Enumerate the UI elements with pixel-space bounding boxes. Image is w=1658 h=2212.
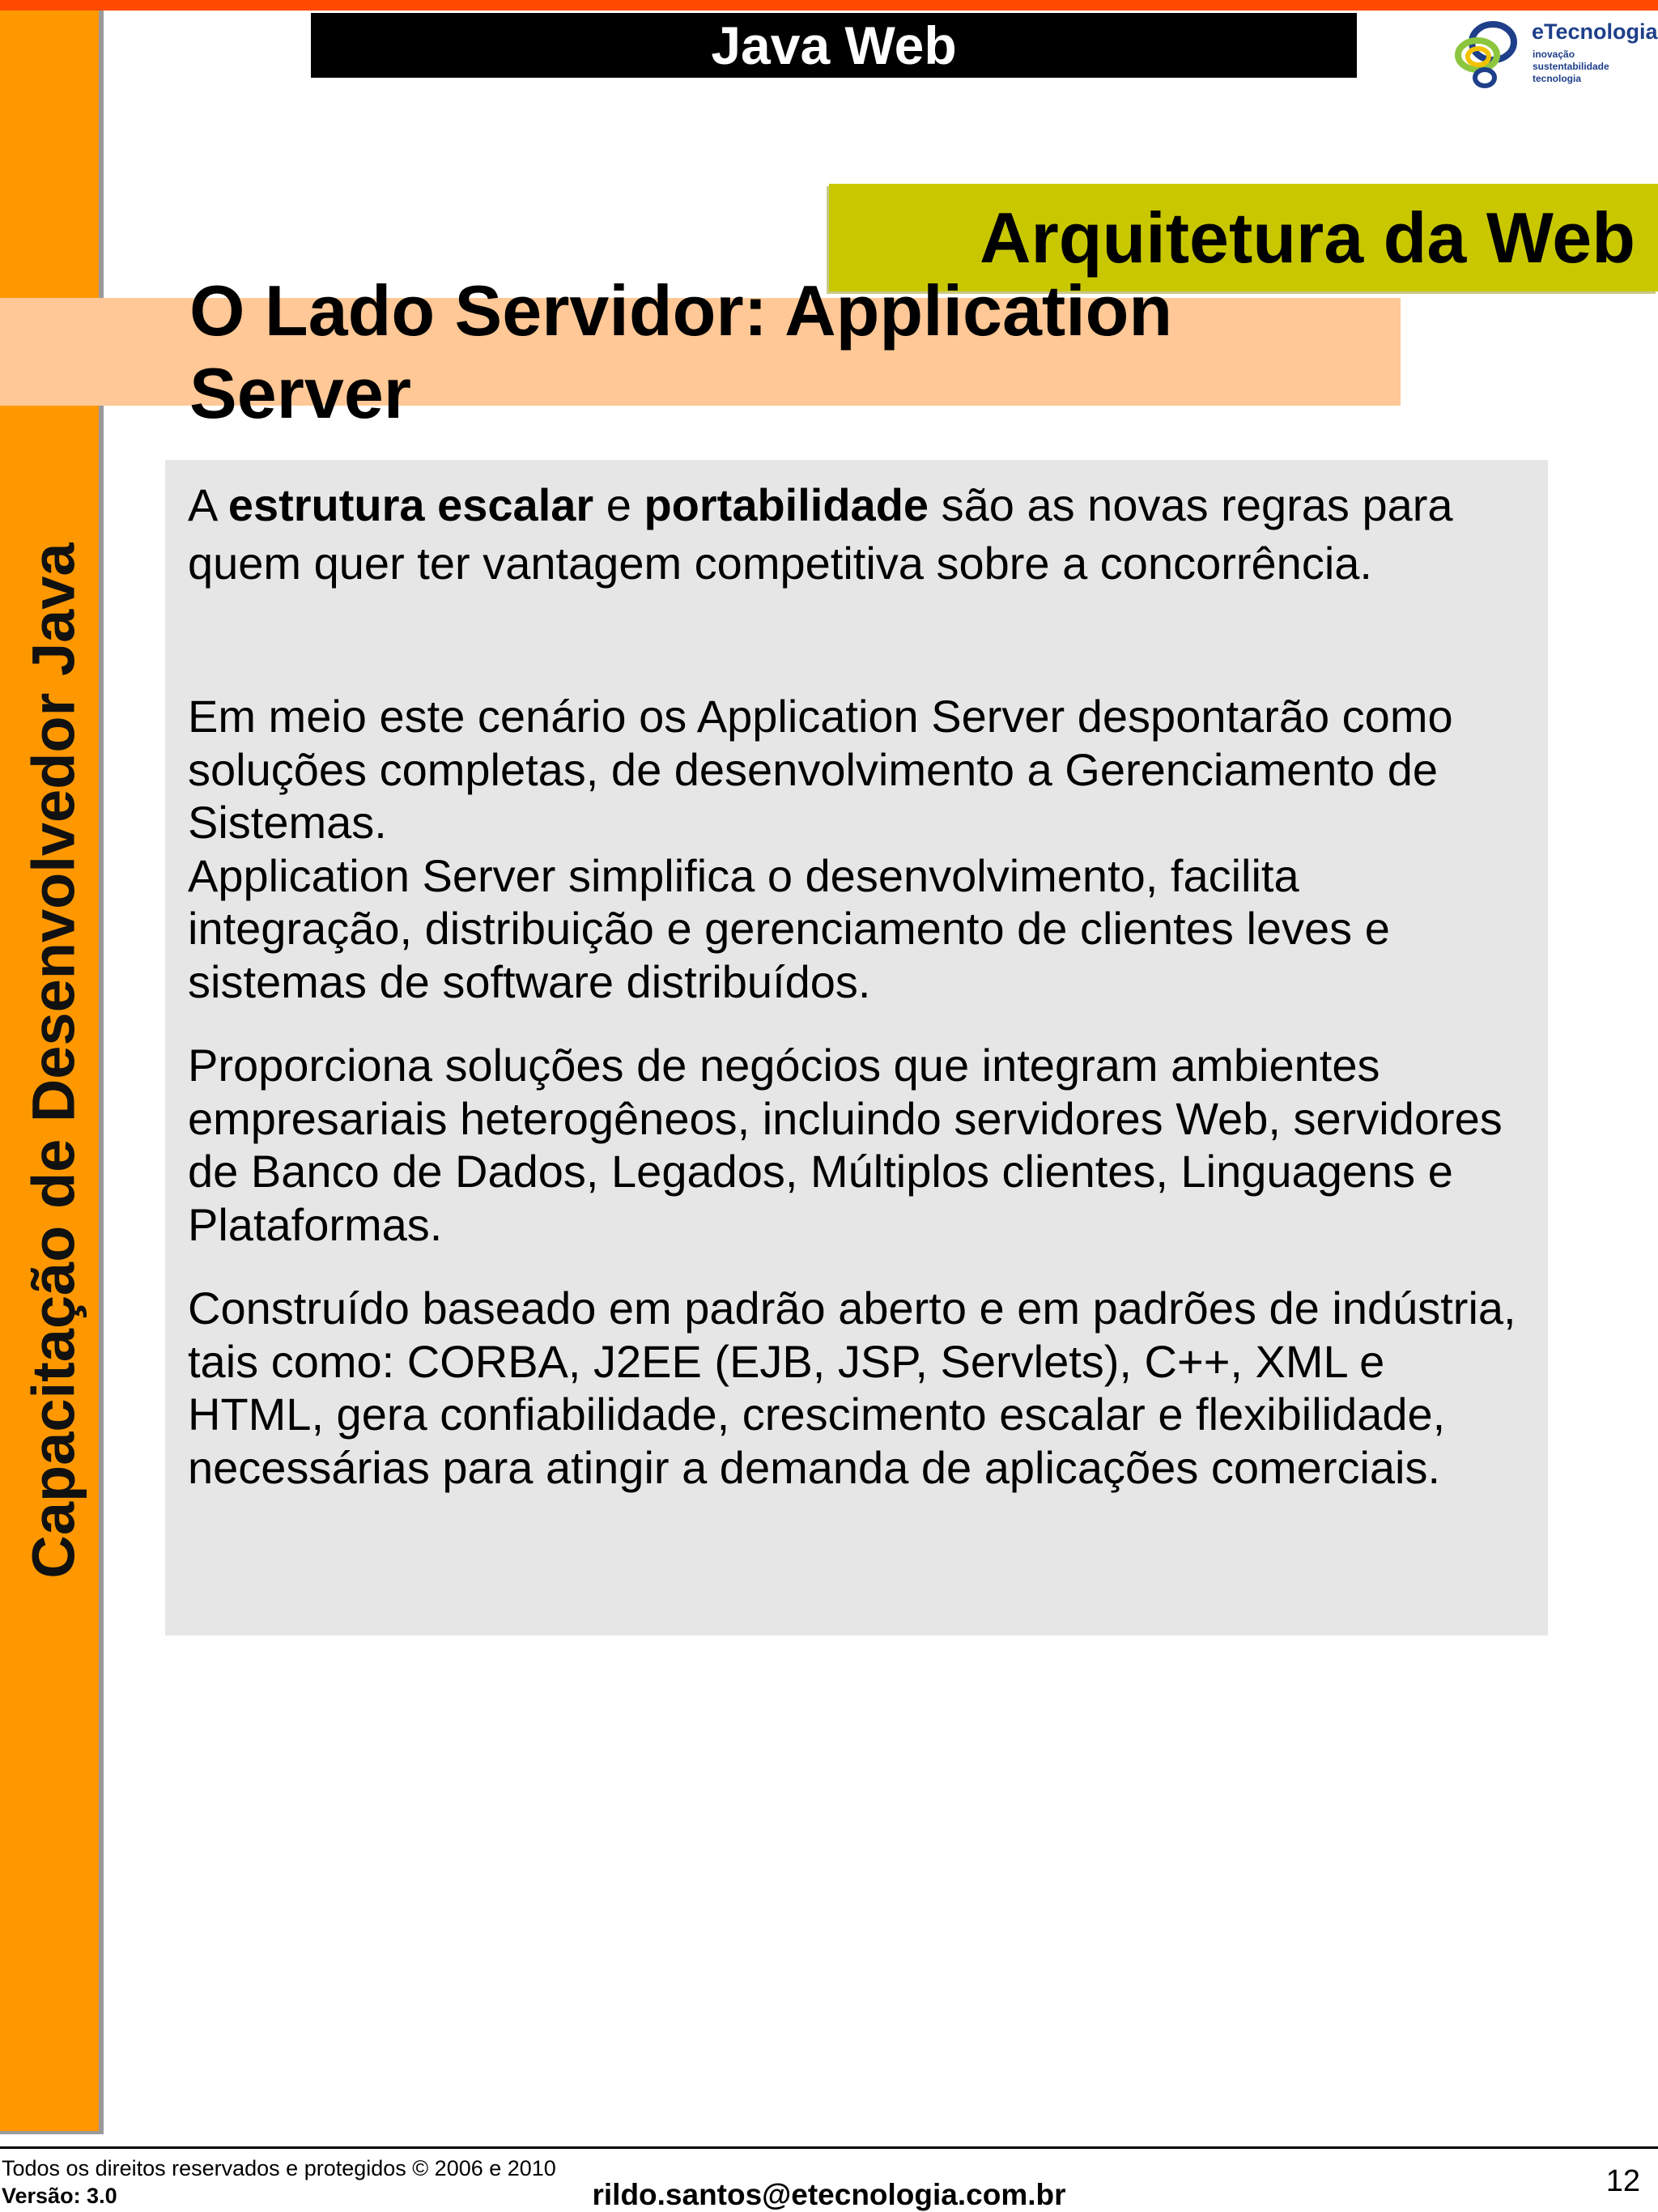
emphasis-estrutura: estrutura escalar: [227, 479, 594, 530]
section-title-text: Arquitetura da Web: [979, 197, 1635, 278]
footer-copyright: Todos os direitos reservados e protegidos © 2006 e 2010: [2, 2156, 556, 2180]
content-box: [165, 460, 1548, 1636]
etecnologia-logo: [1451, 15, 1658, 96]
footer-version: Versão: 3.0: [2, 2184, 117, 2208]
paragraph-scenario: Em meio este cenário os Application Server despontarão como soluções completas, de desenvolvimento a Gerenciamento de Sistemas.: [188, 691, 1453, 848]
paragraph-intro: A estrutura escalar e portabilidade são as novas regras para quem quer ter vantagem competitiva sobre a concorrência.: [188, 479, 1453, 589]
paragraph-simplifies: Application Server simplifica o desenvolvimento, facilita integração, distribuição e gerenciamento de clientes leves e sistemas de software distribuídos.: [188, 849, 1390, 1007]
paragraph-provides: Proporciona soluções de negócios que integram ambientes empresariais heterogêneos, incluindo servidores Web, servidores de Banco de Dados, Legados, Múltiplos clientes, Linguagens e Plataformas.: [188, 1040, 1503, 1250]
header-title: Java Web: [711, 15, 957, 75]
header-title-bar: [311, 13, 1357, 78]
sidebar-vertical-title: Capacitação de Desenvolvedor Java: [19, 542, 87, 1579]
logo-tagline-1: inovação: [1533, 49, 1575, 60]
page-number: 12: [1605, 2164, 1640, 2198]
emphasis-portabilidade: portabilidade: [644, 479, 929, 530]
logo-tagline-2: sustentabilidade: [1533, 61, 1609, 72]
footer-email: rildo.santos@etecnologia.com.br: [592, 2178, 1066, 2211]
logo-name: eTecnologia: [1532, 19, 1658, 44]
logo-tagline-3: tecnologia: [1533, 73, 1582, 84]
logo-rings-icon: [1451, 18, 1525, 92]
slide-subtitle: [0, 270, 1401, 433]
slide-subtitle-text: O Lado Servidor: Application Server: [189, 270, 1173, 433]
paragraph-built: Construído baseado em padrão aberto e em padrões de indústria, tais como: CORBA, J2EE (EJB, JSP, Servlets), C++, XML e HTML, gera confiabilidade, crescimento escalar e flexibilidade, necessárias para atingir a demanda de aplicações comerciais.: [188, 1283, 1516, 1493]
footer-divider: [0, 2146, 1658, 2149]
top-accent-stripe: [0, 0, 1658, 11]
